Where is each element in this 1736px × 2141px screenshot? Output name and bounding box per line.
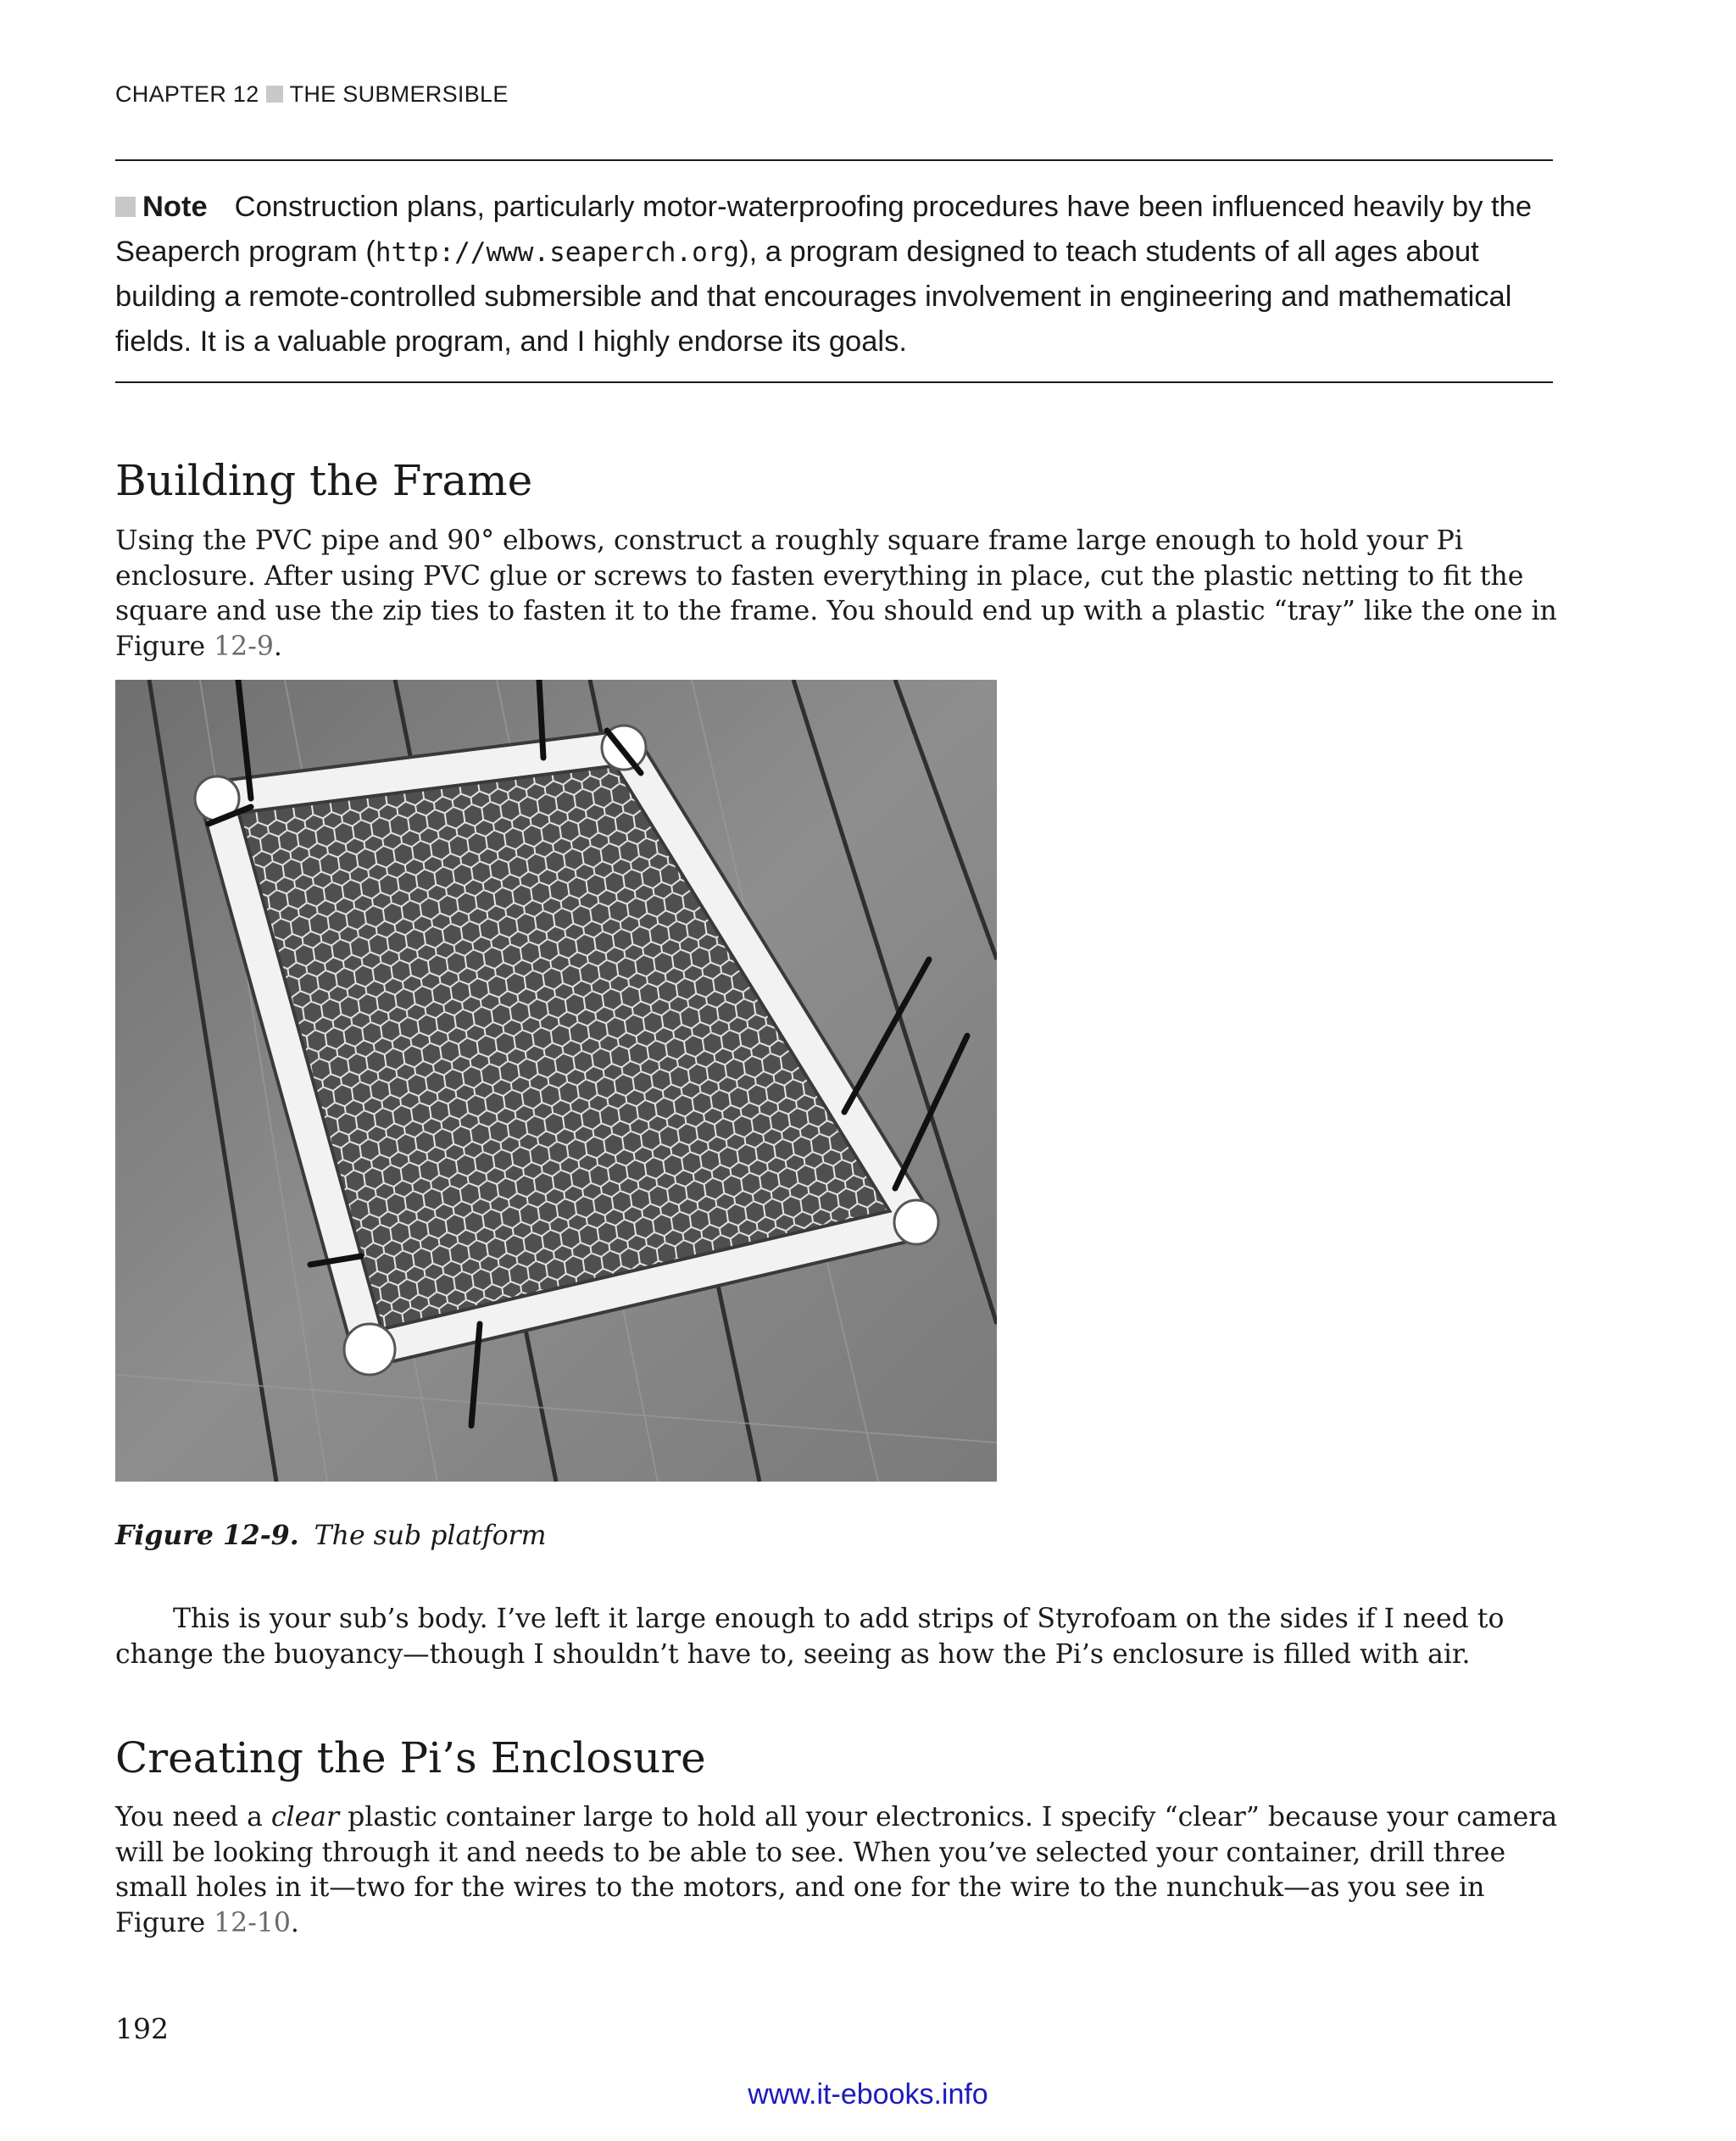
frame-paragraph bbox=[115, 524, 1565, 665]
enclosure-text-start: You need a bbox=[115, 1802, 271, 1832]
section-heading-building-frame: Building the Frame bbox=[115, 456, 533, 505]
enclosure-paragraph bbox=[115, 1800, 1565, 1941]
body-paragraph: This is your sub’s body. I’ve left it large enough to add strips of Styrofoam on the sides if I need to change the buoyancy—though I shouldn’t have to, seeing as how the Pi’s enclosure is filled with air. bbox=[115, 1604, 1505, 1670]
square-bullet-icon bbox=[266, 86, 283, 103]
note-label: Note bbox=[142, 191, 208, 223]
note-text-end: ), a program designed to teach students of all ages about building a remote-controlled submersible and that encourages involvement in engineering and mathematical fields. It is a valuable program, and I highly endorse its goals. bbox=[115, 235, 1512, 358]
footer-link[interactable]: www.it-ebooks.info bbox=[748, 2078, 988, 2110]
note-bottom-rule bbox=[115, 381, 1553, 383]
page-number: 192 bbox=[115, 2012, 169, 2045]
figure-ref-12-10[interactable]: 12-10 bbox=[214, 1907, 291, 1938]
frame-paragraph-text: Using the PVC pipe and 90° elbows, construct a roughly square frame large enough to hold your Pi enclosure. After using PVC glue or screws to fasten everything in place, cut the plastic netting to fit the square and use the zip ties to fasten it to the frame. You should end up with a plastic “tray” like the one in Figure bbox=[115, 526, 1557, 662]
frame-paragraph-end: . bbox=[273, 631, 282, 662]
enclosure-text-rest: plastic container large to hold all your electronics. I specify “clear” because your camera will be looking through it and needs to be able to see. When you’ve selected your container, drill three small holes in it—two for the wires to the motors, and one for the wire to the nunchuk—as you see in Figure bbox=[115, 1802, 1558, 1938]
enclosure-paragraph-end: . bbox=[290, 1907, 299, 1938]
square-bullet-icon bbox=[115, 197, 136, 217]
enclosure-emphasis-clear: clear bbox=[270, 1802, 340, 1832]
figure-ref-12-9[interactable]: 12-9 bbox=[214, 631, 274, 662]
chapter-label: CHAPTER 12 bbox=[115, 81, 259, 107]
seaperch-url[interactable]: http://www.seaperch.org bbox=[375, 236, 740, 268]
section-heading-pi-enclosure: Creating the Pi’s Enclosure bbox=[115, 1733, 706, 1782]
figure-caption bbox=[115, 1520, 546, 1551]
figure-number: Figure 12-9. bbox=[115, 1520, 299, 1551]
chapter-title: THE SUBMERSIBLE bbox=[289, 81, 509, 107]
running-head bbox=[115, 81, 509, 108]
note-text-start: Construction plans, particularly motor-waterproofing procedures have been influenced heavily by the Seaperch program ( bbox=[115, 191, 1533, 268]
figure-photo-sub-platform bbox=[115, 680, 997, 1482]
sub-platform-photo bbox=[115, 680, 997, 1482]
figure-caption-text: The sub platform bbox=[314, 1521, 547, 1551]
note-box bbox=[115, 185, 1556, 364]
note-top-rule bbox=[115, 159, 1553, 161]
